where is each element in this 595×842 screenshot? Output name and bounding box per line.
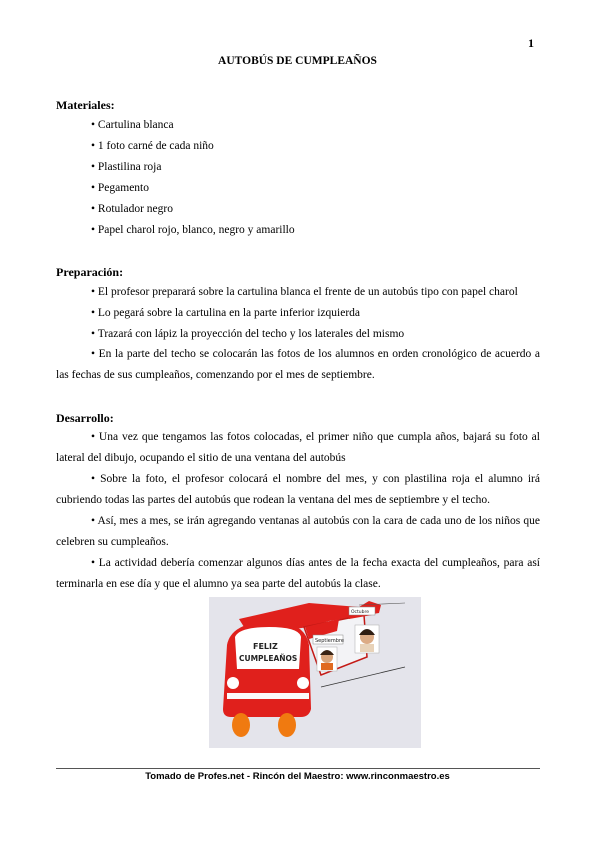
materiales-item: • Pegamento: [91, 182, 149, 194]
preparacion-item: • Trazará con lápiz la proyección del techo y los laterales del mismo: [91, 328, 405, 340]
preparacion-item: • Lo pegará sobre la cartulina en la parte inferior izquierda: [91, 307, 361, 319]
materiales-heading: Materiales:: [56, 98, 115, 112]
preparacion-item: • El profesor preparará sobre la cartulina blanca el frente de un autobús tipo con papel charol: [91, 286, 518, 298]
materiales-item: • Cartulina blanca: [91, 119, 174, 131]
month-label-text: Septiembre: [315, 638, 344, 644]
bus-sign-line2: CUMPLEAÑOS: [239, 654, 298, 663]
materiales-item: • Rotulador negro: [91, 203, 173, 215]
preparacion-paragraph: • En la parte del techo se colocarán las fotos de los alumnos en orden cronológico de acuerdo a las fechas de sus cumpleaños, comenzando por el mes de septiembre.: [56, 348, 540, 381]
desarrollo-heading: Desarrollo:: [56, 411, 114, 425]
bus-bumper: [227, 693, 309, 699]
materiales-item: • Plastilina roja: [91, 161, 162, 173]
footer-source: Tomado de Profes.net - Rincón del Maestro: www.rinconmaestro.es: [145, 771, 450, 782]
materiales-item: • 1 foto carné de cada niño: [91, 140, 214, 152]
preparacion-heading: Preparación:: [56, 265, 124, 279]
document-title: AUTOBÚS DE CUMPLEAÑOS: [218, 55, 377, 67]
desarrollo-paragraph: • La actividad debería comenzar algunos días antes de la fecha exacta del cumpleaños, para así terminarla en ese día y que el alumno ya sea parte del autobús la clase.: [56, 557, 540, 590]
page-number: 1: [528, 36, 534, 50]
wheel-right: [278, 713, 296, 737]
month-label-text-2: Octubre: [351, 610, 370, 615]
bus-sign-line1: FELIZ: [253, 642, 278, 651]
desarrollo-paragraph: • Sobre la foto, el profesor colocará el nombre del mes, y con plastilina roja el alumno irá cubriendo todas las partes del autobús que rodean la ventana del mes de septiembre y el techo.: [56, 473, 540, 506]
headlight-left: [227, 677, 239, 689]
headlight-right: [297, 677, 309, 689]
bus-craft-photo: [209, 597, 421, 748]
footer-divider: [56, 768, 540, 769]
desarrollo-paragraph: • Así, mes a mes, se irán agregando ventanas al autobús con la cara de cada uno de los niños que celebren su cumpleaños.: [56, 515, 540, 548]
materiales-item: • Papel charol rojo, blanco, negro y amarillo: [91, 224, 295, 236]
desarrollo-paragraph: • Una vez que tengamos las fotos colocadas, el primer niño que cumpla años, bajará su foto al lateral del dibujo, ocupando el sitio de una ventana del autobús: [56, 431, 540, 464]
wheel-left: [232, 713, 250, 737]
